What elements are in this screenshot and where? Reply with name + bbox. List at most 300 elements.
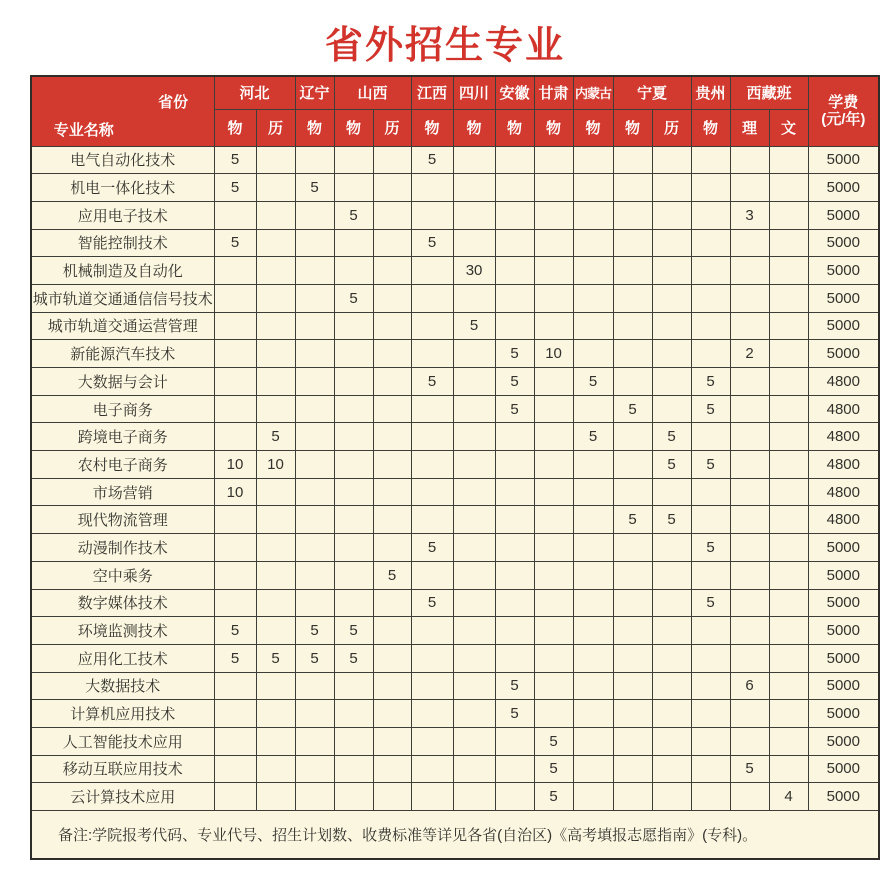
- plan-count-cell: [730, 478, 769, 506]
- plan-count-cell: [453, 201, 495, 229]
- plan-count-cell: [730, 589, 769, 617]
- plan-count-cell: [613, 229, 652, 257]
- major-name-cell: 电气自动化技术: [31, 146, 214, 174]
- plan-count-cell: [573, 589, 613, 617]
- major-name-cell: 城市轨道交通运营管理: [31, 312, 214, 340]
- plan-count-cell: [214, 284, 256, 312]
- table-row: [31, 312, 879, 340]
- plan-count-cell: [534, 617, 573, 645]
- plan-count-cell: [573, 534, 613, 562]
- plan-count-cell: [769, 229, 808, 257]
- plan-count-cell: [534, 589, 573, 617]
- plan-count-cell: [334, 451, 373, 479]
- plan-count-cell: [691, 229, 730, 257]
- plan-count-cell: [373, 395, 411, 423]
- plan-count-cell: [373, 700, 411, 728]
- major-name-cell: 大数据技术: [31, 672, 214, 700]
- plan-count-cell: [495, 617, 534, 645]
- plan-count-cell: 5: [453, 312, 495, 340]
- tuition-cell: 5000: [808, 229, 879, 257]
- plan-count-cell: [495, 174, 534, 202]
- plan-count-cell: [256, 201, 295, 229]
- plan-count-cell: [730, 395, 769, 423]
- plan-count-cell: [453, 561, 495, 589]
- plan-count-cell: 5: [495, 340, 534, 368]
- plan-count-cell: [730, 617, 769, 645]
- plan-count-cell: [373, 644, 411, 672]
- plan-count-cell: 5: [691, 589, 730, 617]
- plan-count-cell: [411, 700, 453, 728]
- plan-count-cell: 5: [334, 201, 373, 229]
- plan-count-cell: 5: [295, 174, 334, 202]
- plan-count-cell: [214, 340, 256, 368]
- plan-count-cell: [573, 257, 613, 285]
- plan-count-cell: [534, 700, 573, 728]
- plan-count-cell: [334, 312, 373, 340]
- plan-count-cell: 5: [613, 506, 652, 534]
- plan-count-cell: 5: [373, 561, 411, 589]
- major-name-cell: 机电一体化技术: [31, 174, 214, 202]
- plan-count-cell: [691, 617, 730, 645]
- plan-count-cell: [730, 561, 769, 589]
- plan-count-cell: [573, 478, 613, 506]
- subject-header: 物: [295, 109, 334, 146]
- plan-count-cell: [652, 672, 691, 700]
- major-name-cell: 环境监测技术: [31, 617, 214, 645]
- plan-count-cell: [256, 478, 295, 506]
- plan-count-cell: [769, 700, 808, 728]
- plan-count-cell: [613, 284, 652, 312]
- plan-count-cell: [411, 506, 453, 534]
- table-row: [31, 727, 879, 755]
- plan-count-cell: 6: [730, 672, 769, 700]
- plan-count-cell: 5: [495, 700, 534, 728]
- table-row: [31, 644, 879, 672]
- plan-count-cell: [652, 478, 691, 506]
- tuition-cell: 5000: [808, 534, 879, 562]
- plan-count-cell: [214, 589, 256, 617]
- plan-count-cell: [652, 644, 691, 672]
- tuition-cell: 5000: [808, 700, 879, 728]
- out-of-province-admissions-table: [30, 75, 880, 860]
- plan-count-cell: [295, 451, 334, 479]
- plan-count-cell: [295, 506, 334, 534]
- plan-count-cell: [411, 561, 453, 589]
- major-name-cell: 数字媒体技术: [31, 589, 214, 617]
- plan-count-cell: [613, 534, 652, 562]
- plan-count-cell: [256, 755, 295, 783]
- plan-count-cell: [334, 700, 373, 728]
- plan-count-cell: [373, 617, 411, 645]
- plan-count-cell: [256, 368, 295, 396]
- tuition-cell: 5000: [808, 672, 879, 700]
- plan-count-cell: [534, 644, 573, 672]
- plan-count-cell: [613, 451, 652, 479]
- plan-count-cell: [652, 368, 691, 396]
- plan-count-cell: [256, 229, 295, 257]
- plan-count-cell: [214, 201, 256, 229]
- plan-count-cell: [334, 423, 373, 451]
- plan-count-cell: [730, 727, 769, 755]
- note-cell: 备注:学院报考代码、专业代号、招生计划数、收费标准等详见各省(自治区)《高考填报志愿指南》(专科)。: [31, 811, 879, 859]
- plan-count-cell: [691, 201, 730, 229]
- plan-count-cell: [256, 395, 295, 423]
- plan-count-cell: 5: [411, 368, 453, 396]
- plan-count-cell: [652, 783, 691, 811]
- plan-count-cell: [573, 700, 613, 728]
- tuition-header-line1: 学费: [828, 94, 859, 112]
- tuition-header-line2: (元/年): [821, 111, 866, 129]
- plan-count-cell: [453, 284, 495, 312]
- plan-count-cell: [334, 561, 373, 589]
- plan-count-cell: [214, 755, 256, 783]
- tuition-cell: 4800: [808, 506, 879, 534]
- major-name-cell: 应用化工技术: [31, 644, 214, 672]
- plan-count-cell: [334, 783, 373, 811]
- plan-count-cell: 5: [411, 146, 453, 174]
- plan-count-cell: [769, 755, 808, 783]
- subject-header: 历: [256, 109, 295, 146]
- tuition-cell: 4800: [808, 423, 879, 451]
- major-name-cell: 农村电子商务: [31, 451, 214, 479]
- plan-count-cell: [214, 534, 256, 562]
- corner-cell: [31, 76, 214, 146]
- table-row: [31, 174, 879, 202]
- plan-count-cell: [334, 589, 373, 617]
- province-header: 内蒙古: [573, 76, 613, 109]
- plan-count-cell: [295, 589, 334, 617]
- plan-count-cell: [613, 755, 652, 783]
- plan-count-cell: [769, 423, 808, 451]
- plan-count-cell: [652, 284, 691, 312]
- plan-count-cell: 5: [573, 368, 613, 396]
- plan-count-cell: [730, 423, 769, 451]
- plan-count-cell: [411, 672, 453, 700]
- plan-count-cell: [691, 257, 730, 285]
- major-name-cell: 新能源汽车技术: [31, 340, 214, 368]
- plan-count-cell: 5: [334, 644, 373, 672]
- plan-count-cell: [453, 146, 495, 174]
- plan-count-cell: [613, 617, 652, 645]
- plan-count-cell: [730, 229, 769, 257]
- plan-count-cell: [495, 312, 534, 340]
- plan-count-cell: [613, 174, 652, 202]
- plan-count-cell: [495, 478, 534, 506]
- plan-count-cell: [652, 589, 691, 617]
- plan-count-cell: 5: [652, 423, 691, 451]
- plan-count-cell: 5: [256, 644, 295, 672]
- plan-count-cell: [730, 312, 769, 340]
- plan-count-cell: 30: [453, 257, 495, 285]
- plan-count-cell: [769, 506, 808, 534]
- plan-count-cell: [495, 727, 534, 755]
- plan-count-cell: [573, 783, 613, 811]
- plan-count-cell: [613, 146, 652, 174]
- major-name-cell: 移动互联应用技术: [31, 755, 214, 783]
- tuition-cell: 5000: [808, 783, 879, 811]
- plan-count-cell: [769, 451, 808, 479]
- plan-count-cell: [256, 727, 295, 755]
- plan-count-cell: [534, 506, 573, 534]
- plan-count-cell: [691, 672, 730, 700]
- major-name-cell: 市场营销: [31, 478, 214, 506]
- plan-count-cell: [769, 561, 808, 589]
- plan-count-cell: [214, 561, 256, 589]
- table-row: [31, 340, 879, 368]
- plan-count-cell: [214, 423, 256, 451]
- province-header: 江西: [411, 76, 453, 109]
- table-row: [31, 617, 879, 645]
- table-row: [31, 478, 879, 506]
- plan-count-cell: 5: [573, 423, 613, 451]
- plan-count-cell: [691, 783, 730, 811]
- table-row: [31, 783, 879, 811]
- plan-count-cell: [495, 561, 534, 589]
- plan-count-cell: [214, 506, 256, 534]
- province-header: 四川: [453, 76, 495, 109]
- tuition-cell: 4800: [808, 451, 879, 479]
- subject-header: 物: [495, 109, 534, 146]
- tuition-cell: 5000: [808, 201, 879, 229]
- plan-count-cell: [730, 257, 769, 285]
- plan-count-cell: [769, 368, 808, 396]
- plan-count-cell: [495, 423, 534, 451]
- plan-count-cell: [453, 368, 495, 396]
- plan-count-cell: [373, 506, 411, 534]
- plan-count-cell: [495, 644, 534, 672]
- table-row: [31, 506, 879, 534]
- tuition-cell: 5000: [808, 644, 879, 672]
- plan-count-cell: [534, 201, 573, 229]
- plan-count-cell: [334, 727, 373, 755]
- plan-count-cell: [534, 146, 573, 174]
- plan-count-cell: [691, 146, 730, 174]
- plan-count-cell: [691, 727, 730, 755]
- plan-count-cell: [495, 146, 534, 174]
- tuition-cell: 5000: [808, 617, 879, 645]
- plan-count-cell: [295, 423, 334, 451]
- subject-header: 物: [573, 109, 613, 146]
- plan-count-cell: [453, 423, 495, 451]
- plan-count-cell: [730, 783, 769, 811]
- plan-count-cell: 5: [411, 229, 453, 257]
- tuition-cell: 5000: [808, 589, 879, 617]
- plan-count-cell: [373, 783, 411, 811]
- plan-count-cell: [411, 201, 453, 229]
- plan-count-cell: [613, 783, 652, 811]
- plan-count-cell: [453, 617, 495, 645]
- plan-count-cell: [453, 451, 495, 479]
- page-title: 省外招生专业: [324, 25, 565, 67]
- tuition-cell: 4800: [808, 395, 879, 423]
- plan-count-cell: 5: [691, 368, 730, 396]
- plan-count-cell: 5: [534, 755, 573, 783]
- plan-count-cell: [295, 478, 334, 506]
- plan-count-cell: [214, 727, 256, 755]
- major-name-cell: 动漫制作技术: [31, 534, 214, 562]
- plan-count-cell: [769, 534, 808, 562]
- plan-count-cell: [652, 340, 691, 368]
- plan-count-cell: [295, 284, 334, 312]
- plan-count-cell: [453, 589, 495, 617]
- plan-count-cell: [534, 561, 573, 589]
- table-row: [31, 395, 879, 423]
- plan-count-cell: [334, 534, 373, 562]
- plan-count-cell: [295, 700, 334, 728]
- plan-count-cell: [295, 146, 334, 174]
- province-header: 山西: [334, 76, 411, 109]
- plan-count-cell: 5: [256, 423, 295, 451]
- plan-count-cell: [691, 174, 730, 202]
- plan-count-cell: [691, 506, 730, 534]
- plan-count-cell: [256, 783, 295, 811]
- plan-count-cell: [769, 312, 808, 340]
- plan-count-cell: [652, 561, 691, 589]
- plan-count-cell: 10: [214, 451, 256, 479]
- plan-count-cell: 2: [730, 340, 769, 368]
- plan-count-cell: [691, 755, 730, 783]
- plan-count-cell: [411, 783, 453, 811]
- plan-count-cell: 5: [652, 506, 691, 534]
- corner-province-label: 省份: [158, 93, 189, 111]
- plan-count-cell: [769, 727, 808, 755]
- plan-count-cell: [453, 340, 495, 368]
- major-name-cell: 智能控制技术: [31, 229, 214, 257]
- plan-count-cell: [453, 506, 495, 534]
- plan-count-cell: [373, 423, 411, 451]
- plan-count-cell: [411, 174, 453, 202]
- tuition-cell: 5000: [808, 284, 879, 312]
- plan-count-cell: 3: [730, 201, 769, 229]
- plan-count-cell: [295, 755, 334, 783]
- table-row: [31, 368, 879, 396]
- subject-header: 历: [373, 109, 411, 146]
- plan-count-cell: [495, 451, 534, 479]
- plan-count-cell: [730, 644, 769, 672]
- major-name-cell: 电子商务: [31, 395, 214, 423]
- tuition-cell: 4800: [808, 368, 879, 396]
- plan-count-cell: [691, 700, 730, 728]
- plan-count-cell: [613, 727, 652, 755]
- plan-count-cell: [573, 284, 613, 312]
- plan-count-cell: [769, 146, 808, 174]
- plan-count-cell: [256, 340, 295, 368]
- plan-count-cell: [652, 617, 691, 645]
- plan-count-cell: [613, 340, 652, 368]
- plan-count-cell: [769, 617, 808, 645]
- plan-count-cell: 10: [534, 340, 573, 368]
- plan-count-cell: [495, 201, 534, 229]
- plan-count-cell: [453, 755, 495, 783]
- province-header: 安徽: [495, 76, 534, 109]
- plan-count-cell: [769, 672, 808, 700]
- province-header: 贵州: [691, 76, 730, 109]
- plan-count-cell: [613, 201, 652, 229]
- major-name-cell: 应用电子技术: [31, 201, 214, 229]
- plan-count-cell: [373, 368, 411, 396]
- plan-count-cell: [652, 201, 691, 229]
- plan-count-cell: [411, 340, 453, 368]
- plan-count-cell: [411, 727, 453, 755]
- plan-count-cell: [295, 672, 334, 700]
- plan-count-cell: [652, 257, 691, 285]
- plan-count-cell: [730, 284, 769, 312]
- plan-count-cell: [453, 229, 495, 257]
- plan-count-cell: [334, 478, 373, 506]
- plan-count-cell: [495, 284, 534, 312]
- tuition-cell: 4800: [808, 478, 879, 506]
- tuition-cell: 5000: [808, 146, 879, 174]
- plan-count-cell: [256, 174, 295, 202]
- plan-count-cell: [652, 534, 691, 562]
- plan-count-cell: 5: [411, 589, 453, 617]
- major-name-cell: 机械制造及自动化: [31, 257, 214, 285]
- plan-count-cell: 5: [334, 617, 373, 645]
- plan-count-cell: [652, 755, 691, 783]
- plan-count-cell: [652, 146, 691, 174]
- plan-count-cell: [691, 312, 730, 340]
- plan-count-cell: [495, 755, 534, 783]
- plan-count-cell: 5: [495, 395, 534, 423]
- plan-count-cell: [573, 229, 613, 257]
- plan-count-cell: [214, 257, 256, 285]
- plan-count-cell: 5: [534, 727, 573, 755]
- tuition-cell: 5000: [808, 755, 879, 783]
- plan-count-cell: [613, 478, 652, 506]
- plan-count-cell: [334, 368, 373, 396]
- plan-count-cell: [214, 700, 256, 728]
- plan-count-cell: [295, 340, 334, 368]
- plan-count-cell: 5: [214, 174, 256, 202]
- plan-count-cell: [411, 478, 453, 506]
- plan-count-cell: [295, 395, 334, 423]
- plan-count-cell: [730, 451, 769, 479]
- tuition-cell: 5000: [808, 727, 879, 755]
- major-name-cell: 人工智能技术应用: [31, 727, 214, 755]
- plan-count-cell: [373, 146, 411, 174]
- plan-count-cell: [495, 589, 534, 617]
- plan-count-cell: [334, 174, 373, 202]
- plan-count-cell: 10: [214, 478, 256, 506]
- plan-count-cell: [295, 368, 334, 396]
- plan-count-cell: [730, 174, 769, 202]
- subject-header: 文: [769, 109, 808, 146]
- plan-count-cell: [652, 727, 691, 755]
- plan-count-cell: [256, 561, 295, 589]
- subject-header: 物: [411, 109, 453, 146]
- plan-count-cell: 5: [214, 146, 256, 174]
- plan-count-cell: [495, 783, 534, 811]
- plan-count-cell: [214, 395, 256, 423]
- plan-count-cell: [495, 506, 534, 534]
- plan-count-cell: [295, 229, 334, 257]
- plan-count-cell: [613, 644, 652, 672]
- plan-count-cell: [769, 201, 808, 229]
- plan-count-cell: [256, 589, 295, 617]
- plan-count-cell: [652, 174, 691, 202]
- plan-count-cell: [411, 284, 453, 312]
- plan-count-cell: [573, 146, 613, 174]
- table-row: [31, 561, 879, 589]
- province-header: 甘肃: [534, 76, 573, 109]
- plan-count-cell: [334, 146, 373, 174]
- plan-count-cell: [769, 174, 808, 202]
- plan-count-cell: [769, 257, 808, 285]
- plan-count-cell: [411, 395, 453, 423]
- plan-count-cell: [534, 534, 573, 562]
- plan-count-cell: [495, 257, 534, 285]
- plan-count-cell: 5: [691, 451, 730, 479]
